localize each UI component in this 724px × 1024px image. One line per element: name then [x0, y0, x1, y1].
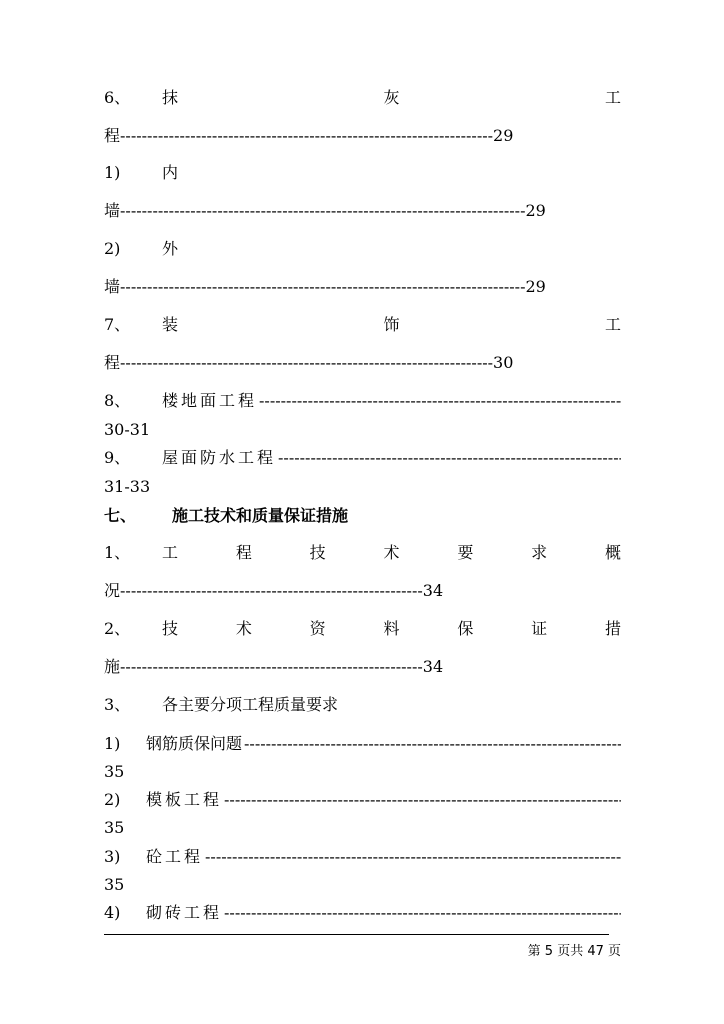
- toc-page: 29: [493, 126, 514, 145]
- toc-char: 程: [235, 543, 252, 562]
- toc-entry-7-line2: [104, 351, 621, 375]
- toc-entry-8-line1: [104, 389, 621, 413]
- toc-char: 资: [309, 619, 326, 638]
- toc-num: 8、: [104, 391, 131, 410]
- leader-dots: [224, 901, 621, 925]
- toc-entry-s7-3: [104, 693, 621, 717]
- leader-dots: [244, 732, 621, 756]
- toc-char: 工: [604, 315, 621, 334]
- toc-char: 概: [604, 543, 621, 562]
- toc-char: 术: [235, 619, 252, 638]
- toc-entry-6-line2: [104, 124, 621, 148]
- toc-entry-outer-wall-line2: [104, 275, 621, 299]
- leader-dots: ---------------------------------------------------------------------: [120, 126, 494, 145]
- toc-entry-7-line1: [104, 313, 621, 337]
- toc-char: 灰: [383, 88, 400, 107]
- toc-char: 抹: [162, 88, 179, 107]
- toc-entry-formwork-line2: [104, 816, 621, 840]
- leader-dots: ---------------------------------------------------------------------------: [120, 277, 526, 296]
- toc-page: 35: [104, 875, 125, 894]
- toc-char: 料: [383, 619, 400, 638]
- toc-title: 模板工程: [146, 790, 223, 809]
- toc-page: 30-31: [104, 420, 151, 439]
- toc-num: 2): [104, 790, 121, 809]
- toc-entry-s7-1-line1: [104, 541, 621, 565]
- toc-cont-char: 墙: [104, 277, 121, 296]
- toc-page: 35: [104, 818, 125, 837]
- leader-dots: --------------------------------------------------------: [120, 657, 423, 676]
- toc-char: 求: [531, 543, 548, 562]
- toc-page: 35: [104, 762, 125, 781]
- toc-entry-s7-1-line2: [104, 579, 621, 603]
- toc-page: 34: [422, 581, 444, 600]
- toc-char: 技: [309, 543, 326, 562]
- toc-entry-9-line2: [104, 475, 621, 499]
- toc-cont-char: 墙: [104, 201, 121, 220]
- toc-char: 工: [162, 543, 179, 562]
- toc-char: 保: [457, 619, 474, 638]
- toc-num: 3): [104, 847, 121, 866]
- toc-num: 1、: [104, 543, 131, 562]
- toc-num: 6、: [104, 88, 131, 107]
- section-title: 施工技术和质量保证措施: [172, 506, 349, 525]
- toc-entry-outer-wall-line1: [104, 237, 621, 261]
- toc-title: 屋面防水工程: [162, 448, 277, 467]
- toc-char: 术: [383, 543, 400, 562]
- toc-page: 29: [525, 277, 546, 296]
- toc-page: 31-33: [104, 477, 151, 496]
- toc-title: 各主要分项工程质量要求: [162, 695, 339, 714]
- toc-cont-char: 程: [104, 126, 121, 145]
- toc-entry-inner-wall-line2: [104, 199, 621, 223]
- leader-dots: --------------------------------------------------------: [120, 581, 423, 600]
- toc-entry-brick-line1: [104, 901, 621, 925]
- toc-entry-rebar-line2: [104, 760, 621, 784]
- toc-num: 3、: [104, 695, 131, 714]
- leader-dots: [224, 788, 621, 812]
- toc-char: 外: [162, 239, 179, 258]
- section-num: 七、: [104, 506, 137, 525]
- toc-char: 措: [604, 619, 621, 638]
- section-heading-7: [104, 504, 621, 528]
- toc-char: 工: [604, 88, 621, 107]
- toc-num: 4): [104, 903, 121, 922]
- toc-entry-inner-wall-line1: [104, 161, 621, 185]
- toc-num: 2): [104, 239, 121, 258]
- leader-dots: [259, 389, 621, 413]
- toc-cont-char: 况: [104, 581, 121, 600]
- toc-entry-concrete-line2: [104, 873, 621, 897]
- toc-title: 砼工程: [146, 847, 204, 866]
- toc-entry-rebar-line1: [104, 732, 621, 756]
- toc-char: 装: [162, 315, 179, 334]
- toc-char: 技: [162, 619, 179, 638]
- leader-dots: [278, 446, 621, 470]
- toc-entry-6-line1: [104, 86, 621, 110]
- toc-page: 29: [525, 201, 546, 220]
- leader-dots: ---------------------------------------------------------------------------: [120, 201, 526, 220]
- toc-title: 楼地面工程: [162, 391, 258, 410]
- toc-num: 7、: [104, 315, 131, 334]
- toc-entry-s7-2-line2: [104, 655, 621, 679]
- toc-char: 要: [457, 543, 474, 562]
- toc-char: 内: [162, 163, 179, 182]
- toc-entry-formwork-line1: [104, 788, 621, 812]
- toc-entry-8-line2: [104, 418, 621, 442]
- toc-num: 2、: [104, 619, 131, 638]
- leader-dots: [205, 845, 621, 869]
- toc-entry-9-line1: [104, 446, 621, 470]
- toc-entry-concrete-line1: [104, 845, 621, 869]
- footer-rule: [104, 934, 609, 935]
- toc-cont-char: 施: [104, 657, 121, 676]
- toc-page: 34: [422, 657, 444, 676]
- toc-num: 9、: [104, 448, 131, 467]
- toc-title: 钢筋质保问题: [146, 734, 243, 753]
- toc-title: 砌砖工程: [146, 903, 223, 922]
- toc-char: 证: [531, 619, 548, 638]
- toc-char: 饰: [383, 315, 400, 334]
- toc-entry-s7-2-line1: [104, 617, 621, 641]
- leader-dots: ---------------------------------------------------------------------: [120, 353, 494, 372]
- toc-num: 1): [104, 734, 121, 753]
- toc-page: 30: [493, 353, 514, 372]
- toc-cont-char: 程: [104, 353, 121, 372]
- page-footer: 第 5 页共 47 页: [527, 944, 621, 959]
- toc-num: 1): [104, 163, 121, 182]
